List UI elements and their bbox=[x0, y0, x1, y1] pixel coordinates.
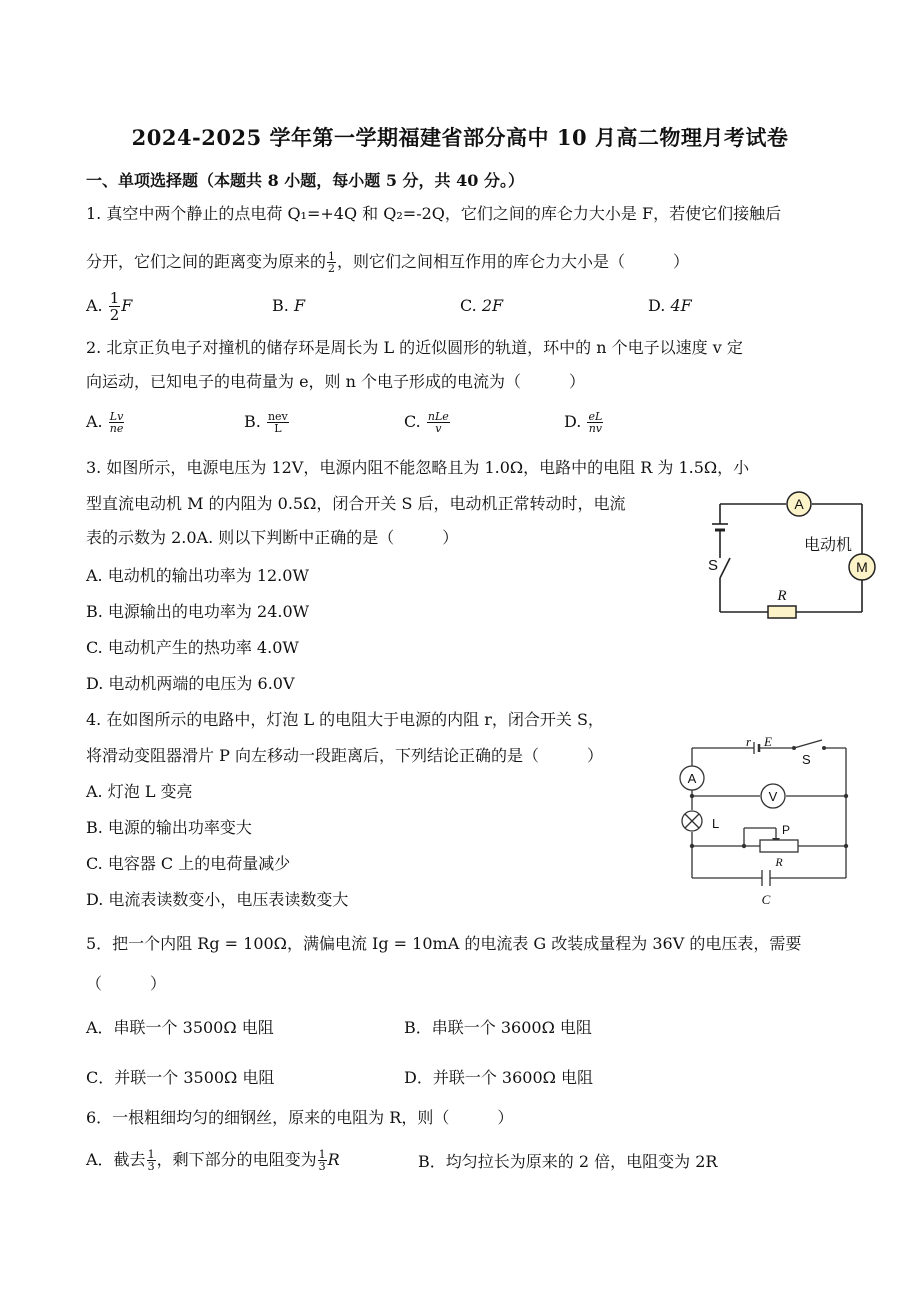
svg-text:r: r bbox=[746, 734, 752, 749]
question-1-option-b: B. F bbox=[272, 296, 306, 315]
question-2-option-c: C. $\frac{\text{nLe}}{v}$ bbox=[404, 410, 449, 435]
question-3-line-1: 3. 如图所示，电源电压为 12V，电源内阻不能忽略且为 1.0Ω，电路中的电阻 R 为 1.5Ω，小 bbox=[86, 458, 750, 477]
question-2-option-b: B. $\frac{\text{nev}}{L}$ bbox=[244, 410, 288, 435]
question-4-circuit-diagram bbox=[676, 734, 876, 912]
question-1-option-d: D. 4F bbox=[648, 296, 692, 315]
lamp-icon bbox=[682, 811, 702, 831]
question-3-option-a: A. 电动机的输出功率为 12.0W bbox=[86, 566, 309, 585]
question-5-line-2: （ ） bbox=[86, 974, 167, 993]
svg-text:P: P bbox=[782, 823, 791, 837]
question-4-line-2: 将滑动变阻器滑片 P 向左移动一段距离后，下列结论正确的是（ ） bbox=[86, 746, 603, 765]
question-1-option-a: A. $\frac{1}{2}$ F bbox=[86, 289, 133, 324]
question-1-text-pre: 分开，它们之间的距离变为原来的 bbox=[86, 252, 327, 271]
question-5-option-c: C．并联一个 3500Ω 电阻 bbox=[86, 1068, 275, 1087]
question-3-option-b: B. 电源输出的电功率为 24.0W bbox=[86, 602, 310, 621]
svg-text:V: V bbox=[768, 789, 778, 804]
question-3-circuit-diagram bbox=[700, 484, 880, 624]
question-3-option-c: C. 电动机产生的热功率 4.0W bbox=[86, 638, 299, 657]
svg-text:A: A bbox=[794, 496, 804, 512]
question-2-line-1: 2. 北京正负电子对撞机的储存环是周长为 L 的近似圆形的轨道，环中的 n 个电子以速度 v 定 bbox=[86, 338, 743, 357]
question-4-option-a: A. 灯泡 L 变亮 bbox=[86, 782, 193, 801]
svg-text:S: S bbox=[708, 557, 719, 574]
question-4-option-d: D. 电流表读数变小，电压表读数变大 bbox=[86, 890, 349, 909]
resistor-icon bbox=[768, 606, 796, 618]
question-5-option-b: B．串联一个 3600Ω 电阻 bbox=[404, 1018, 592, 1037]
svg-text:A: A bbox=[687, 771, 697, 786]
question-2-line-2: 向运动，已知电子的电荷量为 e，则 n 个电子形成的电流为（ ） bbox=[86, 372, 586, 391]
question-1-fraction: $\frac{1}{2}$ bbox=[328, 250, 336, 275]
question-4-option-b: B. 电源的输出功率变大 bbox=[86, 818, 252, 837]
question-3-line-3: 表的示数为 2.0A. 则以下判断中正确的是（ ） bbox=[86, 528, 459, 547]
svg-text:L: L bbox=[712, 816, 720, 831]
question-6-option-b: B．均匀拉长为原来的 2 倍，电阻变为 2R bbox=[418, 1152, 718, 1171]
question-5-option-d: D．并联一个 3600Ω 电阻 bbox=[404, 1068, 593, 1087]
question-2-option-a: A. $\frac{Lv}{ne}$ bbox=[86, 410, 124, 435]
svg-text:R: R bbox=[775, 855, 783, 869]
svg-text:R: R bbox=[777, 588, 787, 604]
svg-text:电动机: 电动机 bbox=[803, 537, 853, 554]
question-4-line-1: 4. 在如图所示的电路中，灯泡 L 的电阻大于电源的内阻 r，闭合开关 S， bbox=[86, 710, 604, 729]
question-3-line-2: 型直流电动机 M 的内阻为 0.5Ω，闭合开关 S 后，电动机正常转动时，电流 bbox=[86, 494, 626, 513]
question-1-text-post: ，则它们之间相互作用的库仑力大小是（ ） bbox=[337, 252, 690, 271]
question-4-option-c: C. 电容器 C 上的电荷量减少 bbox=[86, 854, 291, 873]
question-2-option-d: D. $\frac{eL}{nv}$ bbox=[564, 410, 603, 435]
svg-text:C: C bbox=[761, 892, 771, 907]
rheostat-icon bbox=[760, 840, 798, 852]
question-5-option-a: A．串联一个 3500Ω 电阻 bbox=[86, 1018, 274, 1037]
option-a-fraction: $\frac{1}{2}$ bbox=[109, 289, 120, 324]
question-1-line-2 bbox=[86, 250, 689, 274]
question-1-line-1: 1. 真空中两个静止的点电荷 Q₁=+4Q 和 Q₂=-2Q，它们之间的库仑力大小是 F，若使它们接触后 bbox=[86, 204, 782, 223]
svg-text:E: E bbox=[764, 734, 772, 749]
question-1-option-c: C. 2F bbox=[460, 296, 504, 315]
svg-text:S: S bbox=[802, 752, 811, 767]
page-title: 2024-2025 学年第一学期福建省部分高中 10 月高二物理月考试卷 bbox=[131, 125, 789, 150]
question-6-line-1: 6．一根粗细均匀的细钢丝，原来的电阻为 R，则（ ） bbox=[86, 1108, 514, 1127]
question-5-line-1: 5．把一个内阻 Rg = 100Ω，满偏电流 Ig = 10mA 的电流表 G 改装成量程为 36V 的电压表，需要 bbox=[86, 934, 802, 953]
question-3-option-d: D. 电动机两端的电压为 6.0V bbox=[86, 674, 295, 693]
section-heading: 一、单项选择题（本题共 8 小题，每小题 5 分，共 40 分。） bbox=[86, 171, 524, 190]
question-6-option-a: A．截去 $\frac{1}{3}$ ，剩下部分的电阻变为 $\frac{1}{3}$ R bbox=[86, 1148, 340, 1173]
svg-text:M: M bbox=[856, 559, 868, 575]
